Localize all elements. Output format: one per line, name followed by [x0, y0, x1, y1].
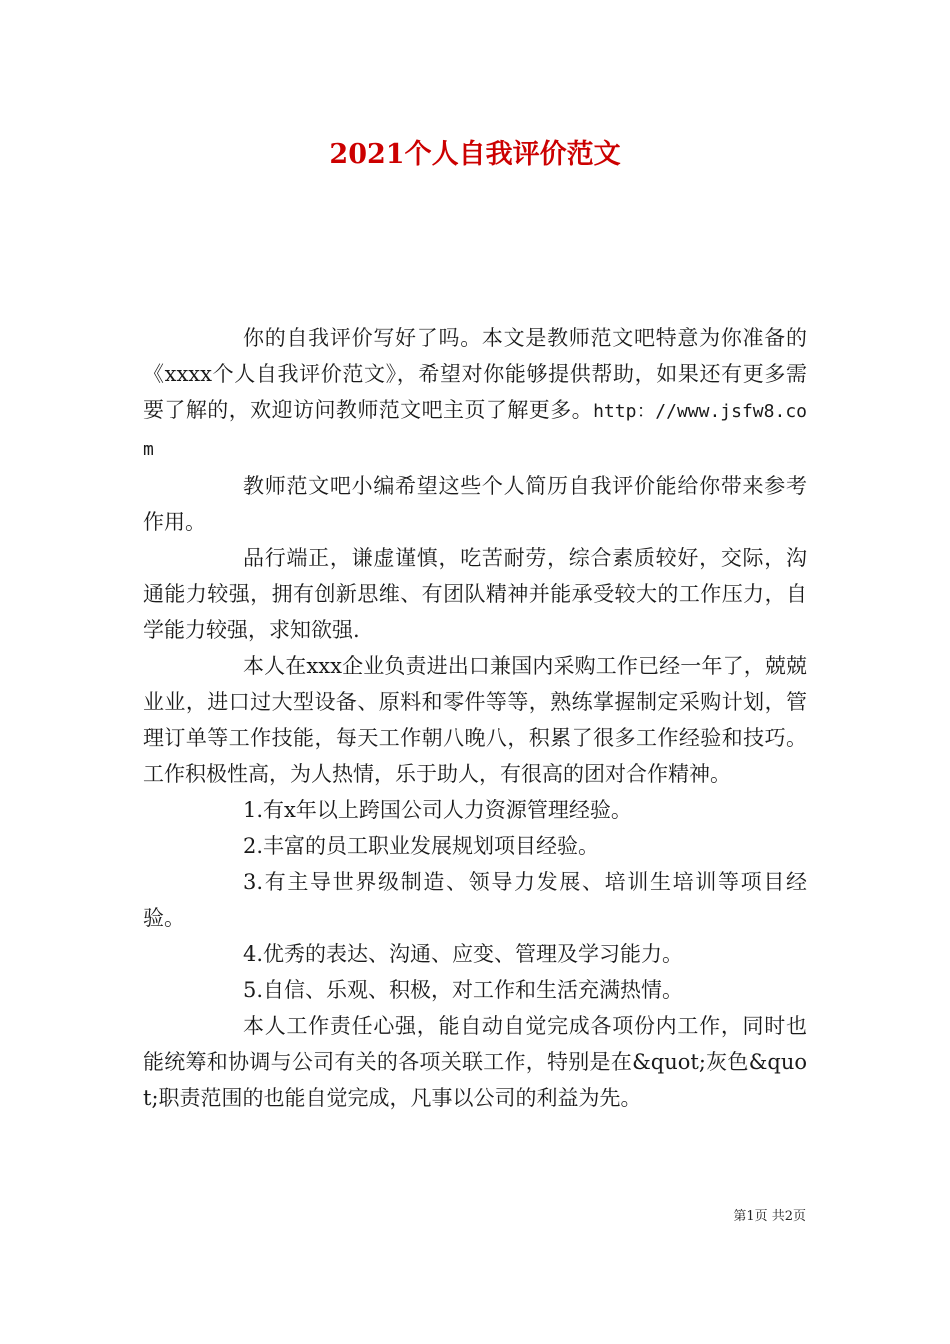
website-url: http：//www.jsfw8.com	[143, 401, 807, 460]
list-item: 2.丰富的员工职业发展规划项目经验。	[243, 834, 600, 858]
page-number-footer: 第1页 共2页	[733, 1209, 806, 1224]
paragraph: 教师范文吧小编希望这些个人简历自我评价能给你带来参考作用。	[143, 474, 807, 534]
paragraph-intro-text: 你的自我评价写好了吗。本文是教师范文吧特意为你准备的《xxxx个人自我评价范文》，希望对你能够提供帮助，如果还有更多需要了解的，欢迎访问教师范文吧主页了解更多。	[143, 326, 807, 422]
paragraph: 品行端正，谦虚谨慎，吃苦耐劳，综合素质较好，交际，沟通能力较强，拥有创新思维、有团队精神并能承受较大的工作压力，自学能力较强，求知欲强.	[143, 546, 807, 642]
paragraph: 本人在xxx企业负责进出口兼国内采购工作已经一年了，兢兢业业，进口过大型设备、原料和零件等等，熟练掌握制定采购计划，管理订单等工作技能，每天工作朝八晚八，积累了很多工作经验和技巧。工作积极性高，为人热情，乐于助人，有很高的团对合作精神。	[143, 654, 807, 786]
list-item: 5.自信、乐观、积极，对工作和生活充满热情。	[243, 978, 684, 1002]
list-item: 3.有主导世界级制造、领导力发展、培训生培训等项目经验。	[143, 870, 807, 930]
list-item: 1.有x年以上跨国公司人力资源管理经验。	[243, 798, 632, 822]
paragraph-intro	[143, 320, 807, 468]
list-item: 4.优秀的表达、沟通、应变、管理及学习能力。	[243, 942, 684, 966]
paragraph: 本人工作责任心强，能自动自觉完成各项份内工作，同时也能统筹和协调与公司有关的各项关联工作，特别是在&quot;灰色&quot;职责范围的也能自觉完成，凡事以公司的利益为先。	[143, 1014, 807, 1110]
document-body	[143, 320, 807, 1116]
document-title: 2021个人自我评价范文	[329, 139, 621, 170]
